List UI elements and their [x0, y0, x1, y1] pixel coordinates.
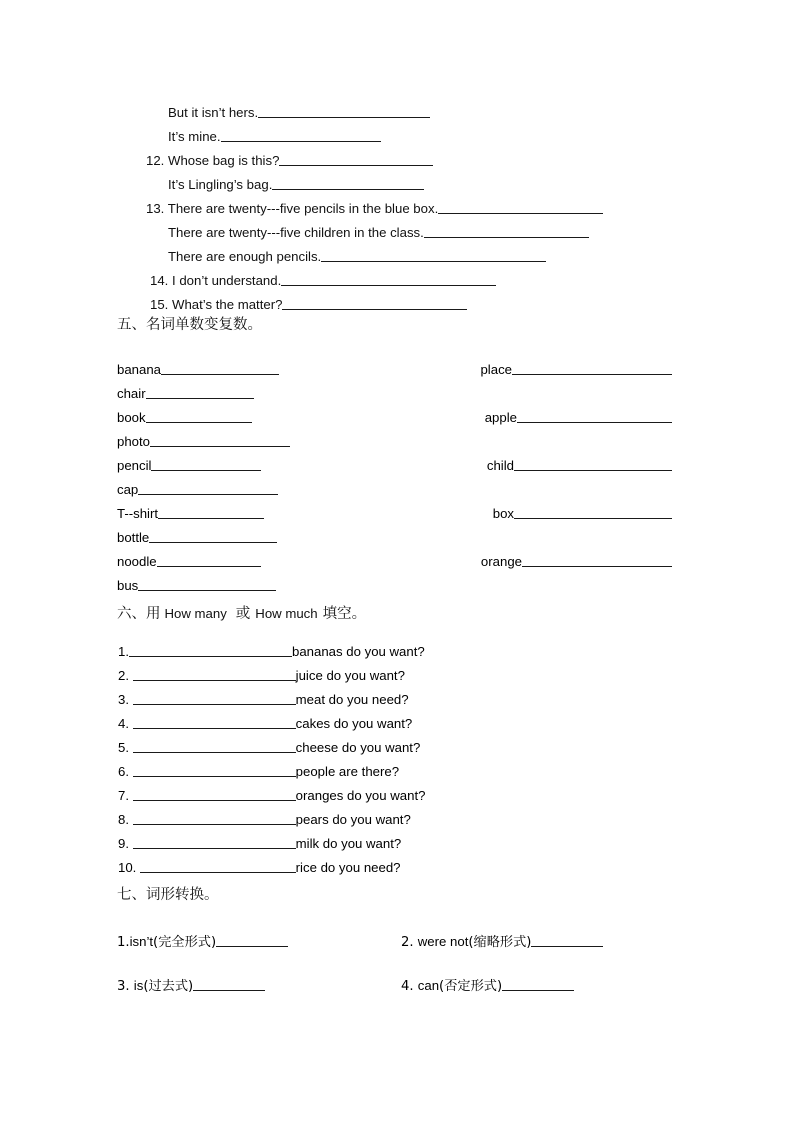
howmany-answer-blank[interactable] [133, 716, 296, 729]
noun-plural-item [117, 578, 276, 592]
noun-plural-blank[interactable] [158, 506, 264, 519]
word-conversion-word: is [133, 978, 144, 994]
section-six-heading-part-c: 填空。 [322, 606, 367, 622]
howmany-answer-blank[interactable] [133, 740, 296, 753]
noun-plural-word: place [480, 362, 512, 378]
noun-plural-item [493, 506, 672, 520]
noun-plural-blank[interactable] [138, 578, 276, 591]
noun-plural-item [485, 410, 672, 424]
noun-plural-word: bus [117, 578, 139, 594]
noun-plural-word: noodle [117, 554, 157, 570]
word-conversion-word: can [417, 978, 440, 994]
noun-plural-word: bottle [117, 530, 150, 546]
word-conversion-blank[interactable] [502, 978, 574, 991]
word-conversion-blank[interactable] [531, 934, 603, 947]
translation-item [168, 249, 546, 263]
word-conversion-item [401, 934, 603, 949]
howmany-item-number: 10. [118, 860, 140, 876]
noun-plural-item [487, 458, 672, 472]
word-conversion-number: 4. [401, 979, 418, 995]
translation-item-number: 14. [150, 273, 172, 289]
howmany-item-sentence: cheese do you want? [295, 740, 421, 756]
howmany-answer-blank[interactable] [140, 860, 296, 873]
noun-plural-word: pencil [117, 458, 152, 474]
section-five-heading: 五、名词单数变复数。 [117, 317, 262, 333]
translation-item [150, 297, 467, 311]
noun-plural-blank[interactable] [146, 386, 254, 399]
translation-answer-blank[interactable] [221, 129, 381, 142]
translation-answer-blank[interactable] [281, 273, 496, 286]
howmany-answer-blank[interactable] [133, 692, 296, 705]
translation-item [150, 273, 496, 287]
translation-item-number: 13. [146, 201, 168, 217]
howmany-howmuch-item [118, 764, 399, 778]
section-six-heading-how-many: How many [164, 606, 227, 621]
noun-plural-item [117, 554, 261, 568]
translation-item [146, 153, 433, 167]
noun-plural-word: apple [484, 410, 517, 426]
word-conversion-word: isn’t [129, 934, 154, 950]
howmany-item-sentence: bananas do you want? [292, 644, 425, 660]
translation-item-sentence: I don’t understand. [172, 273, 282, 289]
howmany-item-sentence: pears do you want? [295, 812, 411, 828]
noun-plural-word: cap [117, 482, 139, 498]
noun-plural-item [481, 554, 672, 568]
word-conversion-item [117, 978, 265, 993]
word-conversion-form-label: (完全形式) [153, 935, 217, 951]
section-six-heading [117, 607, 366, 622]
howmany-howmuch-item [118, 788, 425, 802]
noun-plural-blank[interactable] [517, 410, 672, 423]
noun-plural-blank[interactable] [522, 554, 672, 567]
noun-plural-item [117, 530, 277, 544]
howmany-item-number: 6. [118, 764, 133, 780]
word-conversion-form-label: (缩略形式) [468, 935, 532, 951]
howmany-answer-blank[interactable] [133, 836, 296, 849]
translation-item [146, 201, 603, 215]
howmany-answer-blank[interactable] [133, 764, 296, 777]
translation-answer-blank[interactable] [438, 201, 603, 214]
noun-plural-word: chair [117, 386, 146, 402]
noun-plural-blank[interactable] [514, 506, 672, 519]
howmany-howmuch-item [118, 668, 405, 682]
section-six-heading-how-much: How much [255, 606, 318, 621]
noun-plural-blank[interactable] [150, 434, 290, 447]
word-conversion-form-label: (否定形式) [439, 979, 503, 995]
noun-plural-item [117, 362, 279, 376]
noun-plural-blank[interactable] [146, 410, 252, 423]
translation-item-number: 12. [146, 153, 168, 169]
howmany-answer-blank[interactable] [133, 788, 296, 801]
translation-item-sentence: It’s mine. [168, 129, 221, 145]
word-conversion-form-label: (过去式) [143, 979, 194, 995]
translation-item-sentence: What’s the matter? [172, 297, 283, 313]
howmany-item-sentence: milk do you want? [295, 836, 402, 852]
howmany-item-number: 2. [118, 668, 133, 684]
noun-plural-blank[interactable] [512, 362, 672, 375]
translation-item [168, 129, 381, 143]
noun-plural-blank[interactable] [149, 530, 277, 543]
translation-item [168, 177, 424, 191]
translation-item-number: 15. [150, 297, 172, 313]
howmany-howmuch-item [118, 860, 401, 874]
howmany-item-number: 9. [118, 836, 133, 852]
howmany-answer-blank[interactable] [133, 812, 296, 825]
word-conversion-item [117, 934, 288, 949]
howmany-item-number: 5. [118, 740, 133, 756]
translation-answer-blank[interactable] [279, 153, 433, 166]
translation-item [168, 225, 589, 239]
noun-plural-blank[interactable] [157, 554, 261, 567]
noun-plural-word: banana [117, 362, 162, 378]
howmany-answer-blank[interactable] [129, 644, 292, 657]
howmany-item-number: 3. [118, 692, 133, 708]
howmany-item-sentence: meat do you need? [295, 692, 409, 708]
howmany-item-sentence: people are there? [295, 764, 400, 780]
noun-plural-word: orange [480, 554, 522, 570]
noun-plural-word: child [486, 458, 514, 474]
translation-answer-blank[interactable] [272, 177, 424, 190]
word-conversion-item [401, 978, 574, 993]
noun-plural-item [117, 458, 261, 472]
noun-plural-blank[interactable] [514, 458, 672, 471]
howmany-item-sentence: cakes do you want? [295, 716, 413, 732]
section-six-heading-part-a: 六、用 [117, 606, 161, 622]
translation-item-sentence: Whose bag is this? [168, 153, 280, 169]
howmany-answer-blank[interactable] [133, 668, 296, 681]
howmany-item-number: 8. [118, 812, 133, 828]
translation-item-sentence: But it isn’t hers. [168, 105, 259, 121]
translation-item-sentence: It’s Lingling’s bag. [168, 177, 273, 193]
noun-plural-item [117, 506, 264, 520]
howmany-item-number: 1. [118, 644, 129, 660]
translation-answer-blank[interactable] [321, 249, 546, 262]
noun-plural-word: book [117, 410, 146, 426]
word-conversion-blank[interactable] [193, 978, 265, 991]
word-conversion-word: were not [417, 934, 469, 950]
noun-plural-item [117, 434, 290, 448]
howmany-howmuch-item [118, 716, 412, 730]
noun-plural-item [480, 362, 672, 376]
noun-plural-item [117, 386, 254, 400]
translation-item [168, 105, 430, 119]
translation-item-sentence: There are twenty---five pencils in the blue box. [167, 201, 439, 217]
translation-answer-blank[interactable] [424, 225, 589, 238]
howmany-item-number: 7. [118, 788, 133, 804]
translation-answer-blank[interactable] [258, 105, 430, 118]
howmany-item-sentence: rice do you need? [295, 860, 401, 876]
howmany-howmuch-item [118, 812, 411, 826]
noun-plural-item [117, 482, 278, 496]
noun-plural-word: T--shirt [117, 506, 159, 522]
noun-plural-item [117, 410, 252, 424]
howmany-howmuch-item [118, 692, 409, 706]
translation-item-sentence: There are enough pencils. [168, 249, 322, 265]
howmany-item-sentence: oranges do you want? [295, 788, 426, 804]
howmany-howmuch-item [118, 644, 425, 658]
word-conversion-number: 2. [401, 935, 418, 951]
word-conversion-number: 1. [117, 935, 130, 951]
howmany-howmuch-item [118, 836, 401, 850]
section-seven-heading: 七、词形转换。 [117, 887, 219, 903]
noun-plural-blank[interactable] [161, 362, 279, 375]
word-conversion-number: 3. [117, 979, 134, 995]
translation-answer-blank[interactable] [282, 297, 467, 310]
howmany-item-number: 4. [118, 716, 133, 732]
noun-plural-blank[interactable] [151, 458, 261, 471]
howmany-howmuch-item [118, 740, 420, 754]
noun-plural-blank[interactable] [138, 482, 278, 495]
noun-plural-word: box [492, 506, 514, 522]
translation-item-sentence: There are twenty---five children in the class. [168, 225, 424, 241]
howmany-item-sentence: juice do you want? [295, 668, 405, 684]
noun-plural-word: photo [117, 434, 151, 450]
section-six-heading-or: 或 [235, 606, 251, 622]
word-conversion-blank[interactable] [216, 934, 288, 947]
